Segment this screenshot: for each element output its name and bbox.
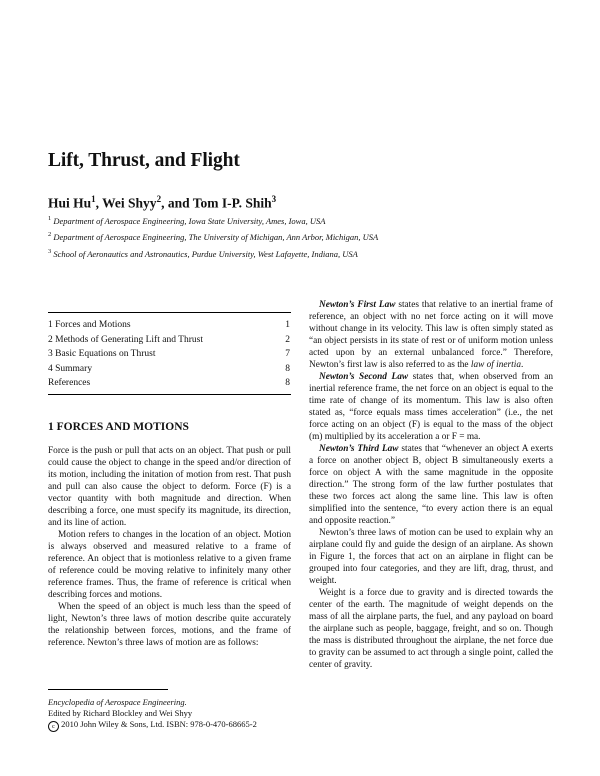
third-law-paragraph xyxy=(309,443,553,527)
author-separator: , xyxy=(95,195,103,211)
author-separator: , and xyxy=(161,195,193,211)
toc-page: 8 xyxy=(285,378,290,388)
toc-top-rule xyxy=(48,312,291,313)
body-paragraph: When the speed of an object is much less than the speed of light, Newton’s three laws of motion describe quite accurately the relationship between forces, motions, and the frame of reference. Newton’s three laws of motion are as follows: xyxy=(48,602,291,648)
affiliation-text: School of Aeronautics and Astronautics, Purdue University, West Lafayette, Indiana, USA xyxy=(53,248,358,259)
body-paragraph: Motion refers to changes in the location of an object. Motion is always observed and measured relative to a frame of reference. An object that is motionless relative to a given frame of reference could be moving relative to infinitely many other reference frames. Thus, the frame of reference is critical when describing forces and motions. xyxy=(48,530,291,600)
body-paragraph: Newton’s three laws of motion can be used to explain why an airplane could fly and guide the design of an airplane. As shown in Figure 1, the forces that act on an airplane in flight can be grouped into four categories, and they are lift, drag, thrust, and weight. xyxy=(309,528,553,586)
table-of-contents xyxy=(48,318,290,391)
left-column xyxy=(48,445,291,649)
section-heading: 1 FORCES AND MOTIONS xyxy=(48,421,189,433)
affiliation-text: Department of Aerospace Engineering, Iowa State University, Ames, Iowa, USA xyxy=(53,215,326,226)
toc-label: 3 Basic Equations on Thrust xyxy=(48,349,156,359)
law-label: Newton’s Third Law xyxy=(319,444,399,454)
paper-title: Lift, Thrust, and Flight xyxy=(48,150,240,171)
publication-footer xyxy=(48,697,291,732)
toc-label: 2 Methods of Generating Lift and Thrust xyxy=(48,334,203,345)
footer-rule xyxy=(48,689,168,690)
author-superscript: 2 xyxy=(156,194,162,204)
author-superscript: 1 xyxy=(91,194,96,204)
author-name: Hui Hu xyxy=(48,195,92,211)
toc-label: 1 Forces and Motions xyxy=(48,320,131,330)
right-column xyxy=(309,299,553,671)
toc-label: 4 Summary xyxy=(48,363,93,374)
toc-entry[interactable] xyxy=(48,347,290,362)
law-term: law of inertia xyxy=(470,360,521,370)
editors-line: Edited by Richard Blockley and Wei Shyy xyxy=(48,708,193,719)
affiliation-number: 1 xyxy=(48,215,52,222)
affiliation-number: 2 xyxy=(48,231,52,239)
book-title: Encyclopedia of Aerospace Engineering. xyxy=(48,697,187,707)
copyright-line xyxy=(48,719,291,732)
affiliation-line xyxy=(48,228,378,244)
affiliation-text: Department of Aerospace Engineering, The University of Michigan, Ann Arbor, Michigan, USA xyxy=(53,232,379,243)
toc-entry[interactable] xyxy=(48,333,290,348)
second-law-paragraph xyxy=(309,371,553,443)
toc-bottom-rule xyxy=(48,394,291,395)
law-text-end: . xyxy=(520,360,524,370)
toc-entry[interactable] xyxy=(48,376,290,391)
copyright-text: 2010 John Wiley & Sons, Ltd. ISBN: 978-0-470-68665-2 xyxy=(59,719,257,730)
author-name: Wei Shyy xyxy=(102,195,157,211)
affiliation-number: 3 xyxy=(48,247,52,255)
copyright-icon: c xyxy=(48,721,59,732)
law-label: Newton’s First Law xyxy=(319,300,396,310)
author-line xyxy=(48,194,276,212)
affiliations xyxy=(48,212,378,261)
toc-page: 2 xyxy=(285,334,290,345)
author-name: Tom I-P. Shih xyxy=(192,195,272,211)
law-text: states that “whenever an object A exerts a force on another object B, object B simultaneously exerts a force on object A with the same magnitude in the opposite direction.” The strong form of the law further postulates that these two forces act along the same line. This law is often simplified into the sentence, “to every action there is an equal and opposite reaction.” xyxy=(309,444,554,526)
toc-label: References xyxy=(48,378,91,388)
affiliation-line xyxy=(48,212,378,228)
law-text: states that relative to an inertial frame of reference, an object with no net force acting on it will move without change in its velocity. This law is often simply stated as “an object persists in its state of rest or of uniform motion unless acted upon by an external unbalanced force.” Therefore, Newton’s first law is also referred to as the xyxy=(309,300,553,370)
toc-page: 1 xyxy=(285,320,290,330)
law-text: states that, when observed from an inertial reference frame, the net force on an object is equal to the time rate of change of its momentum. This law is also often stated as, “force equals mass times acceleration” (i.e., the net force acting on an object (F) is equal to the mass of the object (m) multiplied by its acceleration a or F = ma. xyxy=(309,372,553,442)
toc-page: 8 xyxy=(285,363,290,374)
author-superscript: 3 xyxy=(271,194,277,204)
body-paragraph: Force is the push or pull that acts on an object. That push or pull could cause the object to change in the speed and/or direction of its motion, including the initation of motion from rest. That push and pull can also cause the object to deform. Force (F) is a vector quantity with both magnitude and direction. When describing a force, one must specify its magnitude, its direction, and its line of action. xyxy=(48,446,291,528)
body-paragraph: Weight is a force due to gravity and is directed towards the center of the earth. The magnitude of weight depends on the mass of all the airplane parts, the fuel, and any payload on board the airplane such as people, baggage, freight, and so on. Though the mass is distributed throughout the airplane, the net force due to gravity can be assumed to act through a single point, called the center of gravity. xyxy=(309,588,553,670)
toc-entry[interactable] xyxy=(48,362,290,377)
affiliation-line xyxy=(48,245,378,261)
first-law-paragraph xyxy=(309,299,553,371)
law-label: Newton’s Second Law xyxy=(319,372,409,382)
toc-page: 7 xyxy=(285,349,290,359)
toc-entry[interactable] xyxy=(48,318,290,333)
